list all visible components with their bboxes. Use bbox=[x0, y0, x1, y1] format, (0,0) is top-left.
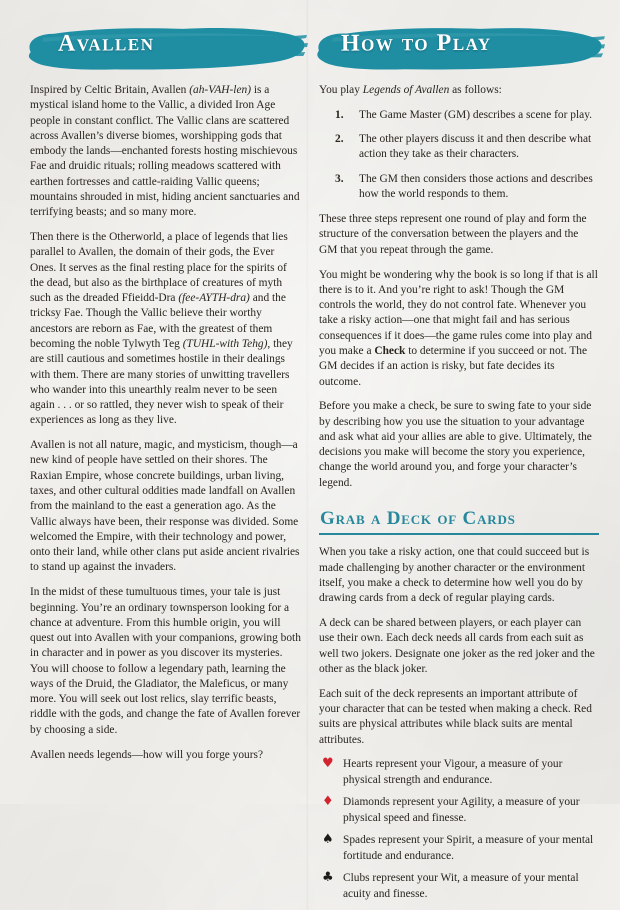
paragraph-intro: Inspired by Celtic Britain, Avallen (ah-VAH-len) is a mystical island home to the Vallic, a divided Iron Age people in constant conflict. The Vallic clans are scattered across Avallen’s diverse biomes, worshipping gods that embody the lands—enchanted forests hosting mischievous Fae and druidic rituals; rolling meadows scattered with earthen fortresses and cattle-raiding Vallic queens; mountains shrouded in mist, hiding ancient sanctuaries and terrifying beasts; and so many more. bbox=[30, 84, 300, 219]
suit-list bbox=[319, 757, 599, 902]
club-icon: ♣ bbox=[322, 870, 334, 886]
list-item bbox=[319, 833, 599, 864]
step-text: The GM then considers those actions and describes how the world responds to them. bbox=[359, 172, 593, 200]
section-title-how-to-play: How to Play bbox=[340, 29, 492, 57]
heart-icon: ♥ bbox=[322, 756, 334, 772]
check-keyword: Check bbox=[374, 344, 406, 357]
spade-icon: ♠ bbox=[322, 832, 334, 848]
suit-text: Hearts represent your Vigour, a measure of your physical strength and endurance. bbox=[343, 758, 563, 786]
paragraph-raxian-empire: Avallen is not all nature, magic, and mysticism, though—a new kind of people have settled on their shores. The Raxian Empire, whose concrete buildings, urban living, taxes, and other cultural oddities made landfall on Avallen from the mainland to the east a generation ago. As the Vallic always have been, their response was divided. Some welcomed the Empire, with their technology and power, onto their land, while other clans put aside ancient rivalries to stand up against the invaders. bbox=[30, 439, 300, 574]
list-item bbox=[319, 172, 599, 203]
list-item bbox=[319, 132, 599, 163]
paragraph-swing-fate: Before you make a check, be sure to swing fate to your side by describing how you use the situation to your advantage and ask what aid your allies are able to give. Ultimately, the decisions you make will become the story you experience, change the world around you, and forge your character’s legend. bbox=[319, 400, 592, 489]
paragraph-risky-action: When you take a risky action, one that could succeed but is made challenging by another character or the environment itself, you make a check to determine how well you do by drawing cards from a deck of regular playing cards. bbox=[319, 546, 590, 605]
suit-text: Clubs represent your Wit, a measure of your mental acuity and finesse. bbox=[343, 872, 579, 900]
list-item bbox=[319, 757, 599, 788]
suit-text: Spades represent your Spirit, a measure of your mental fortitude and endurance. bbox=[343, 834, 594, 862]
paragraph-otherworld: Then there is the Otherworld, a place of legends that lies parallel to Avallen, the domain of their gods, the Ever Ones. It serves as the final resting place for the spirits of the dead, but also as the birthplace of creatures of myth such as the dreaded Ffieidd-Dra (fee-AYTH-dra) and the tricksy Fae. Though the Vallic believe their worthy ancestors are reborn as Fae, with the greatest of them becoming the noble Tylwyth Teg (TUHL-with Tehg), they are still cautious and sometimes hostile in their dealings with them. There are many stories of unwitting travellers who wander into this unearthly realm never to be seen again . . . or so rattled, they never wish to speak of their experiences as long as they live. bbox=[30, 231, 293, 427]
paragraph-checks: You might be wondering why the book is so long if that is all there is to it. And you’re right to ask! Though the GM controls the world, they do not control fate. Whenever you take a risky action—one that might fail and has serious consequences if it does—the game rules come into play and you make a Check to determine if you succeed or not. The GM decides if an action is risky, but fate decides its outcome. bbox=[319, 268, 598, 388]
section-title-avallen: Avallen bbox=[57, 30, 155, 57]
step-text: The other players discuss it and then describe what action they take as their characters. bbox=[359, 133, 592, 161]
paragraph-round-structure: These three steps represent one round of play and form the structure of the conversation between the players and the GM that you repeat through the game. bbox=[319, 213, 587, 256]
step-number: 1. bbox=[335, 108, 344, 121]
suit-text: Diamonds represent your Agility, a measure of your physical speed and finesse. bbox=[343, 796, 580, 824]
step-number: 2. bbox=[335, 133, 344, 146]
paragraph-play-intro: You play Legends of Avallen as follows: bbox=[319, 84, 502, 96]
paragraph-your-tale: In the midst of these tumultuous times, your tale is just beginning. You’re an ordinary townsperson looking for a chance at adventure. From this humble origin, you will quest out into Avallen with your companions, growing both in character and in power as you discover its mysteries. You will choose to follow a legendary path, learning the ways of the Druid, the Gladiator, the Maleficus, or many more. You will seek out lost relics, slay terrific beasts, riddle with the gods, and change the fate of Avallen forever by choosing a side. bbox=[30, 586, 301, 736]
right-column bbox=[319, 25, 599, 910]
subheading-grab-deck: Grab a Deck of Cards bbox=[319, 506, 599, 535]
list-item bbox=[319, 795, 599, 826]
avallen-body bbox=[30, 83, 302, 763]
paragraph-closing: Avallen needs legends—how will you forge yours? bbox=[30, 748, 264, 761]
paragraph-suit-attributes: Each suit of the deck represents an important attribute of your character that can be tested when making a check. Red suits are physical attributes while black suits are mental attributes. bbox=[319, 687, 592, 746]
step-number: 3. bbox=[335, 172, 344, 185]
how-to-play-banner bbox=[313, 24, 605, 72]
play-steps-list bbox=[319, 108, 599, 202]
list-item bbox=[319, 108, 599, 123]
paragraph-deck-sharing: A deck can be shared between players, or each player can use their own. Each deck needs all cards from each suit as well two jokers. Designate one joker as the red joker and the other as the black joker. bbox=[319, 617, 595, 675]
step-text: The Game Master (GM) describes a scene for play. bbox=[359, 108, 592, 121]
how-to-play-body bbox=[319, 83, 599, 902]
left-column bbox=[30, 25, 302, 763]
avallen-banner bbox=[24, 24, 308, 72]
diamond-icon: ♦ bbox=[322, 794, 334, 810]
list-item bbox=[319, 871, 599, 902]
